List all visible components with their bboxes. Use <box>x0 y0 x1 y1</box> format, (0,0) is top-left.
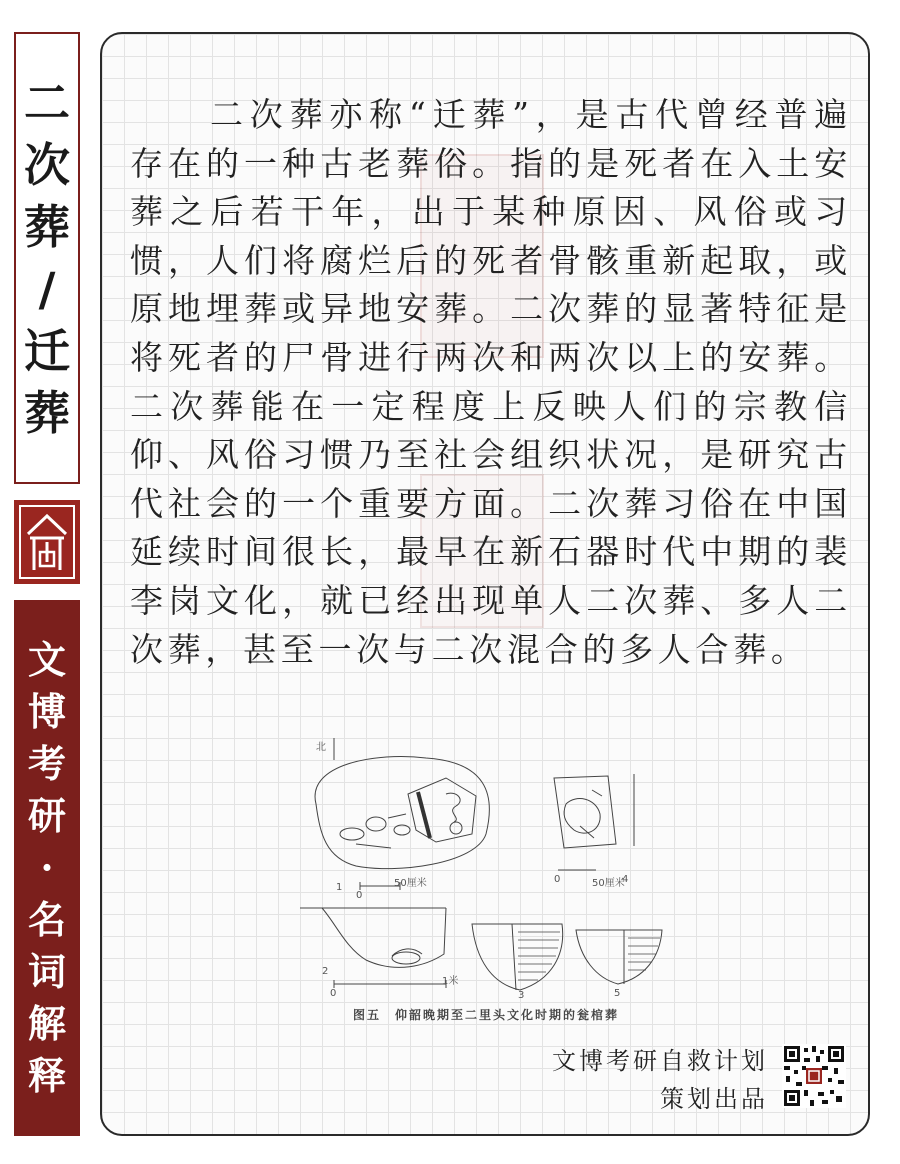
brand-char: 名 <box>27 897 66 942</box>
figure-number: 1 <box>336 882 343 893</box>
figure-number: 5 <box>614 988 621 999</box>
scale-label: 50厘米 <box>592 878 625 889</box>
brand-char: 释 <box>27 1053 66 1098</box>
figure-caption: 图五 仰韶晚期至二里头文化时期的瓮棺葬 <box>352 1008 619 1022</box>
title-char: / <box>38 262 56 316</box>
seal-icon <box>14 500 80 584</box>
scale-label: 1米 <box>442 976 459 987</box>
side-title <box>14 32 80 484</box>
north-label: 北 <box>316 742 326 753</box>
figure-number: 4 <box>622 874 629 885</box>
credit <box>552 1042 768 1118</box>
scale-label: 50厘米 <box>394 878 427 889</box>
qr-code-icon <box>782 1044 846 1108</box>
credit-line: 策划出品 <box>660 1085 768 1113</box>
seal-logo <box>14 500 80 584</box>
scale-zero: 0 <box>554 874 561 885</box>
brand-char: 文 <box>27 637 66 682</box>
brand-char: 解 <box>27 1001 66 1046</box>
title-char: 二 <box>24 76 70 130</box>
scale-zero: 0 <box>356 890 363 901</box>
brand-char: 博 <box>27 689 66 734</box>
article-body: 二次葬亦称“迁葬”，是古代曾经普遍存在的一种古老葬俗。指的是死者在入土安葬之后若干年，出于某种原因、风俗或习惯，人们将腐烂后的死者骨骸重新起取，或原地埋葬或异地安葬。二次葬的显著特征是将死者的尸骨进行两次和两次以上的安葬。二次葬能在一定程度上反映人们的宗教信仰、风俗习惯乃至社会组织状况，是研究古代社会的一个重要方面。二次葬习俗在中国延续时间很长，最早在新石器时代中期的裴李岗文化，就已经出现单人二次葬、多人二次葬，甚至一次与二次混合的多人合葬。 <box>130 95 852 669</box>
paper-card <box>100 32 870 1136</box>
figure-number: 2 <box>322 966 329 977</box>
side-brand <box>14 600 80 1136</box>
brand-char: 研 <box>27 793 66 838</box>
title-char: 葬 <box>24 386 70 440</box>
title-char: 葬 <box>24 200 70 254</box>
burial-figure <box>296 734 676 1032</box>
brand-char: · <box>40 845 54 890</box>
burial-drawing <box>296 734 676 1004</box>
title-char: 迁 <box>24 324 70 378</box>
credit-line: 文博考研自救计划 <box>552 1047 768 1075</box>
scale-zero: 0 <box>330 988 337 999</box>
brand-char: 词 <box>27 949 66 994</box>
title-char: 次 <box>24 138 70 192</box>
figure-number: 3 <box>518 990 525 1001</box>
brand-char: 考 <box>27 741 66 786</box>
